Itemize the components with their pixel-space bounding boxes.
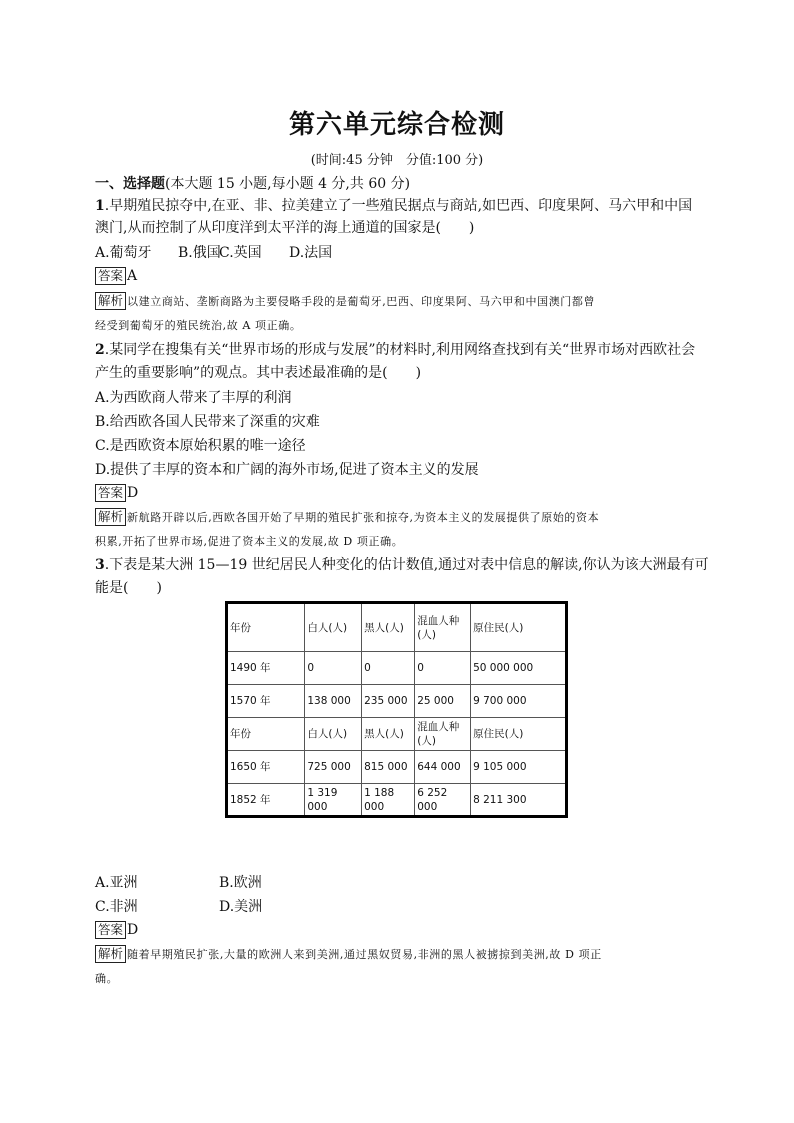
table-cell: 黑人(人)	[362, 603, 415, 652]
q3-analysis-line1	[95, 944, 602, 965]
q1-option-a: A.葡萄牙	[95, 245, 152, 261]
table-cell: 6 252 000	[415, 784, 471, 817]
q1-stem-line1	[95, 196, 692, 216]
q2-option-b: B.给西欧各国人民带来了深重的灾难	[95, 414, 320, 430]
q3-option-b: B.欧洲	[219, 875, 262, 891]
q3-text-1: .下表是某大洲 15—19 世纪居民人种变化的估计数值,通过对表中信息的解读,你认为该大洲最有可	[104, 557, 709, 573]
q3-option-d: D.美洲	[219, 899, 263, 915]
q3-analysis-line2	[95, 968, 118, 989]
table-row	[227, 603, 567, 652]
q1-option-d: D.法国	[289, 245, 333, 261]
q1-text-1: .早期殖民掠夺中,在亚、非、拉美建立了一些殖民据点与商站,如巴西、印度果阿、马六甲和中国	[104, 198, 693, 214]
q2-analysis-line2	[95, 531, 403, 552]
table-cell: 815 000	[362, 751, 415, 784]
table-cell: 1570 年	[227, 685, 305, 718]
q3-answer-value: D	[127, 922, 139, 938]
table-row	[227, 751, 567, 784]
q2-stem-line2: 产生的重要影响”的观点。其中表述最准确的是( )	[95, 365, 422, 381]
table-cell: 138 000	[305, 685, 362, 718]
table-cell: 混血人种(人)	[415, 718, 471, 751]
q2-option-a: A.为西欧商人带来了丰厚的利润	[95, 390, 292, 406]
answer-tag: 答案	[95, 267, 126, 285]
table-cell: 1490 年	[227, 652, 305, 685]
q1-analysis-text-2: 经受到葡萄牙的殖民统治,故 A 项正确。	[95, 319, 302, 332]
q2-option-d: D.提供了丰厚的资本和广阔的海外市场,促进了资本主义的发展	[95, 462, 479, 478]
q3-stem-line2: 能是( )	[95, 580, 162, 596]
q2-answer	[95, 483, 138, 503]
answer-tag: 答案	[95, 921, 126, 939]
q1-number: 1	[95, 198, 105, 214]
q3-option-c: C.非洲	[95, 899, 138, 915]
q1-analysis-line1	[95, 291, 595, 312]
page-subtitle: (时间:45 分钟 分值:100 分)	[310, 153, 484, 168]
q1-answer	[95, 266, 137, 286]
table-row	[227, 652, 567, 685]
table-cell: 1650 年	[227, 751, 305, 784]
table-cell: 0	[415, 652, 471, 685]
analysis-tag: 解析	[95, 292, 126, 310]
table-cell: 235 000	[362, 685, 415, 718]
q2-answer-value: D	[127, 485, 139, 501]
population-table	[225, 601, 568, 818]
table-cell: 0	[305, 652, 362, 685]
q3-stem-line1	[95, 555, 709, 575]
q2-stem-line1	[95, 340, 695, 360]
table-cell: 白人(人)	[305, 718, 362, 751]
table-row	[227, 685, 567, 718]
page-title: 第六单元综合检测	[288, 110, 505, 140]
table-cell: 9 105 000	[471, 751, 567, 784]
table-cell: 混血人种(人)	[415, 603, 471, 652]
table-cell: 725 000	[305, 751, 362, 784]
table-cell: 黑人(人)	[362, 718, 415, 751]
table-cell: 白人(人)	[305, 603, 362, 652]
answer-tag: 答案	[95, 484, 126, 502]
q1-option-c: C.英国	[219, 245, 262, 261]
analysis-tag: 解析	[95, 508, 126, 526]
q1-analysis-line2	[95, 315, 301, 336]
table-row	[227, 718, 567, 751]
table-cell: 年份	[227, 603, 305, 652]
q2-analysis-text-1: 新航路开辟以后,西欧各国开始了早期的殖民扩张和掠夺,为资本主义的发展提供了原始的资本	[127, 511, 600, 524]
table-cell: 50 000 000	[471, 652, 567, 685]
section-heading	[95, 173, 410, 193]
table-cell: 0	[362, 652, 415, 685]
table-cell: 9 700 000	[471, 685, 567, 718]
q1-analysis-text-1: 以建立商站、垄断商路为主要侵略手段的是葡萄牙,巴西、印度果阿、马六甲和中国澳门都曾	[127, 295, 596, 308]
table-cell: 1 319 000	[305, 784, 362, 817]
table-row	[227, 784, 567, 817]
section-label: 一、选择题	[95, 176, 165, 192]
table-cell: 1852 年	[227, 784, 305, 817]
q3-analysis-text-2: 确。	[95, 972, 119, 985]
section-note: (本大题 15 小题,每小题 4 分,共 60 分)	[165, 176, 411, 192]
analysis-tag: 解析	[95, 945, 126, 963]
q2-analysis-text-2: 积累,开拓了世界市场,促进了资本主义的发展,故 D 项正确。	[95, 535, 404, 548]
q1-answer-value: A	[127, 268, 138, 284]
table-cell: 1 188 000	[362, 784, 415, 817]
table-cell: 原住民(人)	[471, 603, 567, 652]
q3-analysis-text-1: 随着早期殖民扩张,大量的欧洲人来到美洲,通过黑奴贸易,非洲的黑人被掳掠到美洲,故 D 项正	[127, 948, 602, 961]
table-cell: 年份	[227, 718, 305, 751]
q2-text-1: .某同学在搜集有关“世界市场的形成与发展”的材料时,利用网络查找到有关“世界市场对西欧社会	[104, 342, 696, 358]
q2-option-c: C.是西欧资本原始积累的唯一途径	[95, 438, 306, 454]
table-cell: 原住民(人)	[471, 718, 567, 751]
q1-stem-line2: 澳门,从而控制了从印度洋到太平洋的海上通道的国家是( )	[95, 220, 475, 236]
q3-option-a: A.亚洲	[95, 875, 138, 891]
table-cell: 8 211 300	[471, 784, 567, 817]
q2-number: 2	[95, 342, 105, 358]
q3-answer	[95, 920, 138, 940]
q1-option-b: B.俄国	[178, 245, 221, 261]
table-cell: 644 000	[415, 751, 471, 784]
q2-analysis-line1	[95, 507, 599, 528]
table-cell: 25 000	[415, 685, 471, 718]
q3-number: 3	[95, 557, 105, 573]
